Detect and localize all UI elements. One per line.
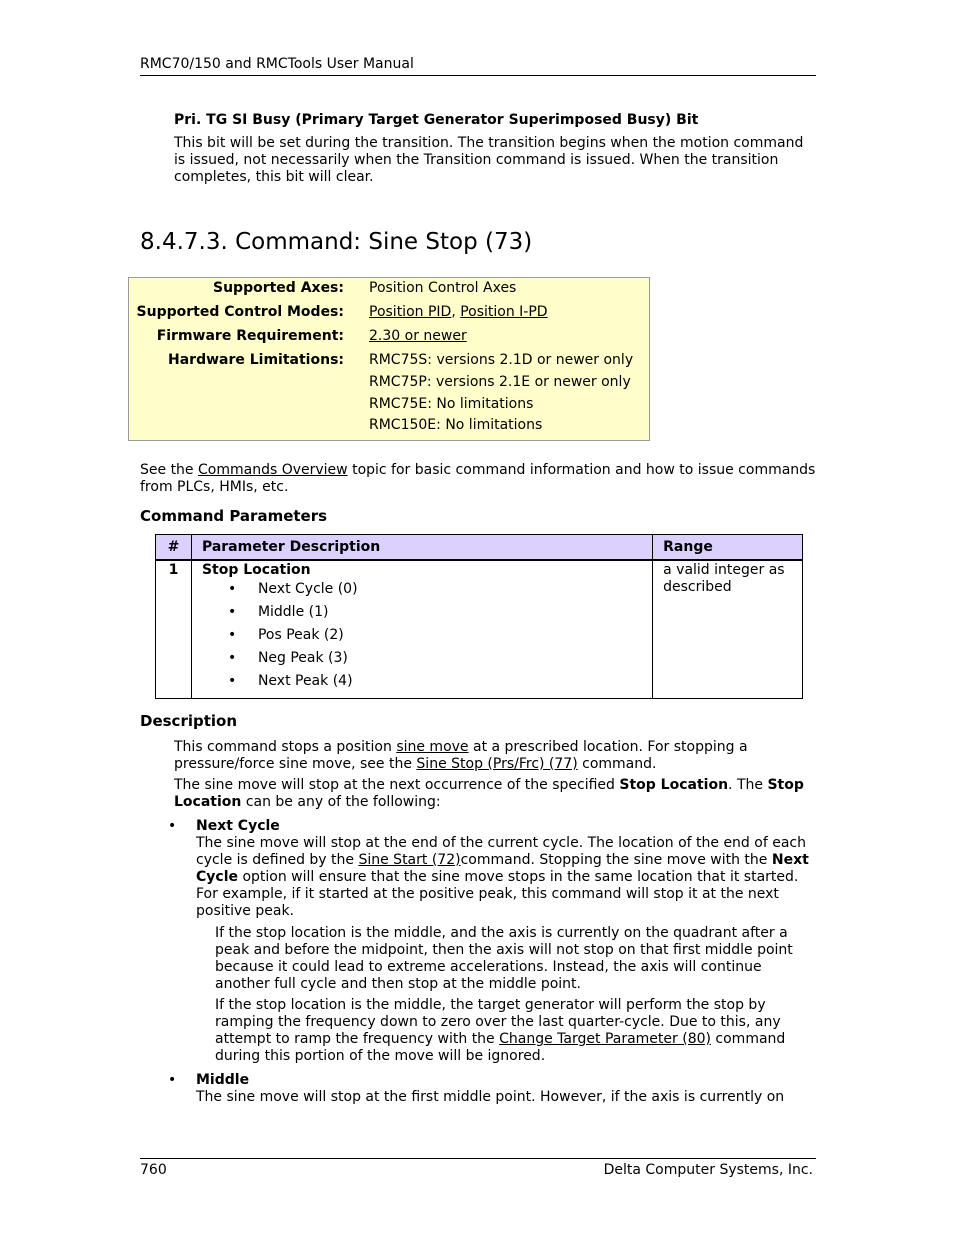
list-item: • Next Peak (4) [202,670,642,693]
section-title: 8.4.7.3. Command: Sine Stop (73) [140,229,533,255]
supported-axes-value: Position Control Axes [369,280,517,296]
firmware-link[interactable]: 2.30 or newer [369,328,467,344]
change-target-parameter-link[interactable]: Change Target Parameter (80) [499,1031,711,1047]
next-cycle-text: The sine move will stop at the end of the current cycle. The location of the end of each cycle is defined by the Sine Start (72)command. Stopping the sine move with the Next Cycle option will ensure that the sine move stops in the same location that it started. For example, if it started at the positive peak, this command will stop it at the next positive peak. [196,835,809,919]
bullet-next-cycle: • [168,818,177,834]
description-para-1: This command stops a position sine move at a prescribed location. For stopping a pressure/force sine move, see the Sine Stop (Prs/Frc) (77) command. [174,739,748,772]
table-row [156,560,803,698]
sine-stop-prsfrc-link[interactable]: Sine Stop (Prs/Frc) (77) [416,756,578,772]
sine-move-link[interactable]: sine move [396,739,469,755]
intro-heading: Pri. TG SI Busy (Primary Target Generator Superimposed Busy) Bit [174,112,699,128]
position-ipd-link[interactable]: Position I-PD [460,304,548,320]
header-rule [140,75,816,76]
control-modes-label: Supported Control Modes: [136,304,344,320]
command-parameters-heading: Command Parameters [140,507,328,525]
list-item: • Pos Peak (2) [202,624,642,647]
sine-start-link[interactable]: Sine Start (72) [358,852,461,868]
description-heading: Description [140,712,238,730]
commands-overview-link[interactable]: Commands Overview [198,462,348,478]
middle-text: The sine move will stop at the first middle point. However, if the axis is currently on [196,1089,785,1105]
hardware-value-rmc75p: RMC75P: versions 2.1E or newer only [369,374,631,390]
param-name: Stop Location [201,562,311,578]
hardware-value-rmc75e: RMC75E: No limitations [369,396,534,412]
hardware-value-rmc75s: RMC75S: versions 2.1D or newer only [369,352,634,368]
parameters-table [155,534,803,699]
next-cycle-title: Next Cycle [196,818,280,834]
hardware-value-rmc150e: RMC150E: No limitations [369,417,543,433]
running-header: RMC70/150 and RMCTools User Manual [140,56,414,72]
position-pid-link[interactable]: Position PID [369,304,452,320]
param-description [191,560,652,698]
stop-location-options [202,578,642,693]
description-para-2: The sine move will stop at the next occurrence of the specified Stop Location. The Stop Location can be any of the following: [174,777,804,810]
list-item: • Next Cycle (0) [202,578,642,601]
firmware-label: Firmware Requirement: [156,328,344,344]
col-desc-header: Parameter Description [191,535,652,561]
next-cycle-note-1: If the stop location is the middle, and the axis is currently on the quadrant after a peak and before the midpoint, then the axis will not stop on that first middle point because it could lead to extreme accelerations. Instead, the axis will continue another full cycle and then stop at the middle point. [215,925,793,992]
bullet-middle: • [168,1072,177,1088]
page-number: 760 [140,1162,167,1178]
list-item: • Neg Peak (3) [202,647,642,670]
next-cycle-note-2: If the stop location is the middle, the target generator will perform the stop by ramping the frequency down to zero over the last quarter-cycle. Due to this, any attempt to ramp the frequency with the Change Target Parameter (80) command during this portion of the move will be ignored. [215,997,786,1064]
table-header-row [156,535,803,561]
control-modes-value [369,304,548,320]
middle-title: Middle [196,1072,250,1088]
command-info-box [128,277,650,441]
see-commands-text: See the Commands Overview topic for basic command information and how to issue commands from PLCs, HMIs, etc. [140,462,816,495]
footer-rule [140,1158,816,1159]
supported-axes-label: Supported Axes: [213,280,344,296]
col-range-header: Range [653,535,803,561]
intro-text: This bit will be set during the transition. The transition begins when the motion command is issued, not necessarily when the Transition command is issued. When the transition completes, this bit will clear. [174,135,804,185]
param-range: a valid integer as described [653,560,803,698]
param-number: 1 [156,560,192,698]
hardware-label: Hardware Limitations: [168,352,344,368]
col-num-header: # [156,535,192,561]
list-item: • Middle (1) [202,601,642,624]
company-name: Delta Computer Systems, Inc. [603,1162,813,1178]
modes-separator: , [451,304,461,320]
